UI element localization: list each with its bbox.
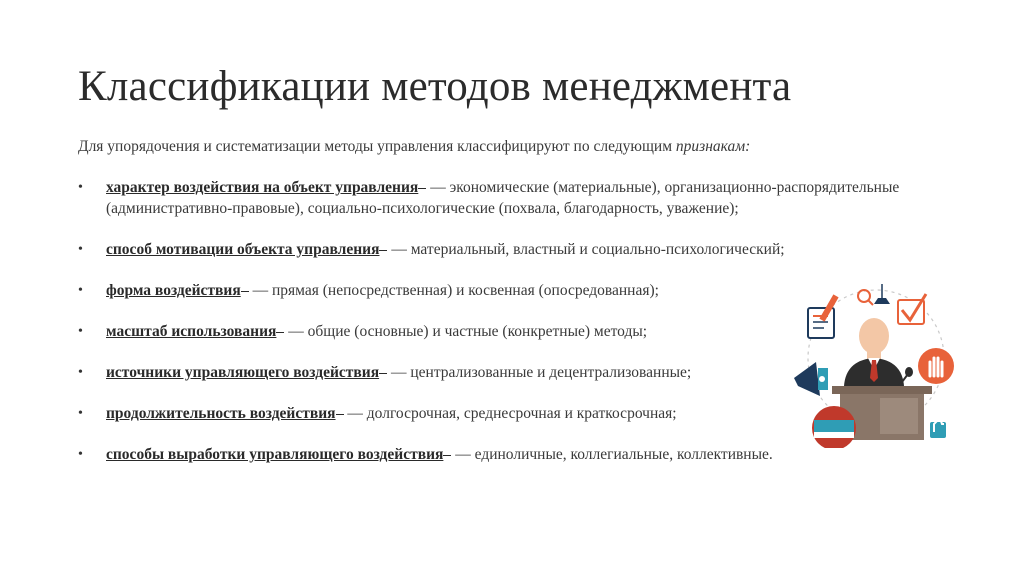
- manager-person: [844, 318, 904, 386]
- item-term: источники управляющего воздействия: [106, 364, 387, 381]
- badge-icon: [812, 406, 856, 448]
- bullet-icon: •: [78, 242, 83, 257]
- lamp-icon: [874, 284, 890, 304]
- bullet-icon: •: [78, 447, 83, 462]
- megaphone-icon: [794, 362, 828, 396]
- intro-emphasis: признакам:: [675, 138, 751, 155]
- bullet-icon: •: [78, 180, 83, 195]
- classification-list: [78, 177, 908, 485]
- item-description: — материальный, властный и социально-психологический;: [387, 241, 785, 258]
- item-description: — общие (основные) и частные (конкретные) методы;: [284, 323, 648, 340]
- list-item: [78, 362, 908, 383]
- item-term: способ мотивации объекта управления: [106, 241, 387, 258]
- thumbs-up-icon: [930, 418, 946, 438]
- bullet-icon: •: [78, 406, 83, 421]
- item-description: — централизованные и децентрализованные;: [387, 364, 692, 381]
- checkbox-icon: [898, 294, 926, 324]
- list-item: [78, 403, 908, 424]
- list-item: [78, 321, 908, 342]
- hand-icon: [918, 348, 954, 384]
- list-item: [78, 280, 908, 301]
- bullet-icon: •: [78, 324, 83, 339]
- list-item: [78, 444, 908, 465]
- item-description: — единоличные, коллегиальные, коллективные.: [451, 446, 773, 463]
- manager-illustration: [786, 278, 956, 448]
- item-term: продолжительность воздействия: [106, 405, 344, 422]
- list-item: [78, 239, 908, 260]
- item-description: — экономические (материальные), организационно-распорядительные (административно-правовые), социально-психологические (похвала, благодарность, уважение);: [106, 179, 900, 217]
- list-item: [78, 177, 908, 219]
- magnifier-icon: [858, 290, 873, 305]
- bullet-icon: •: [78, 283, 83, 298]
- page-title: Классификации методов менеджмента: [78, 63, 792, 110]
- item-description: — долгосрочная, среднесрочная и краткосрочная;: [343, 405, 677, 422]
- bullet-icon: •: [78, 365, 83, 380]
- intro-text: Для упорядочения и систематизации методы управления классифицируют по следующим: [78, 138, 673, 155]
- item-term: масштаб использования: [106, 323, 284, 340]
- item-term: форма воздействия: [106, 282, 249, 299]
- item-description: — прямая (непосредственная) и косвенная (опосредованная);: [248, 282, 659, 299]
- item-term: способы выработки управляющего воздействия: [106, 446, 451, 463]
- intro-paragraph: [78, 137, 958, 156]
- item-term: характер воздействия на объект управления: [106, 179, 426, 196]
- document-pencil-icon: [808, 294, 839, 338]
